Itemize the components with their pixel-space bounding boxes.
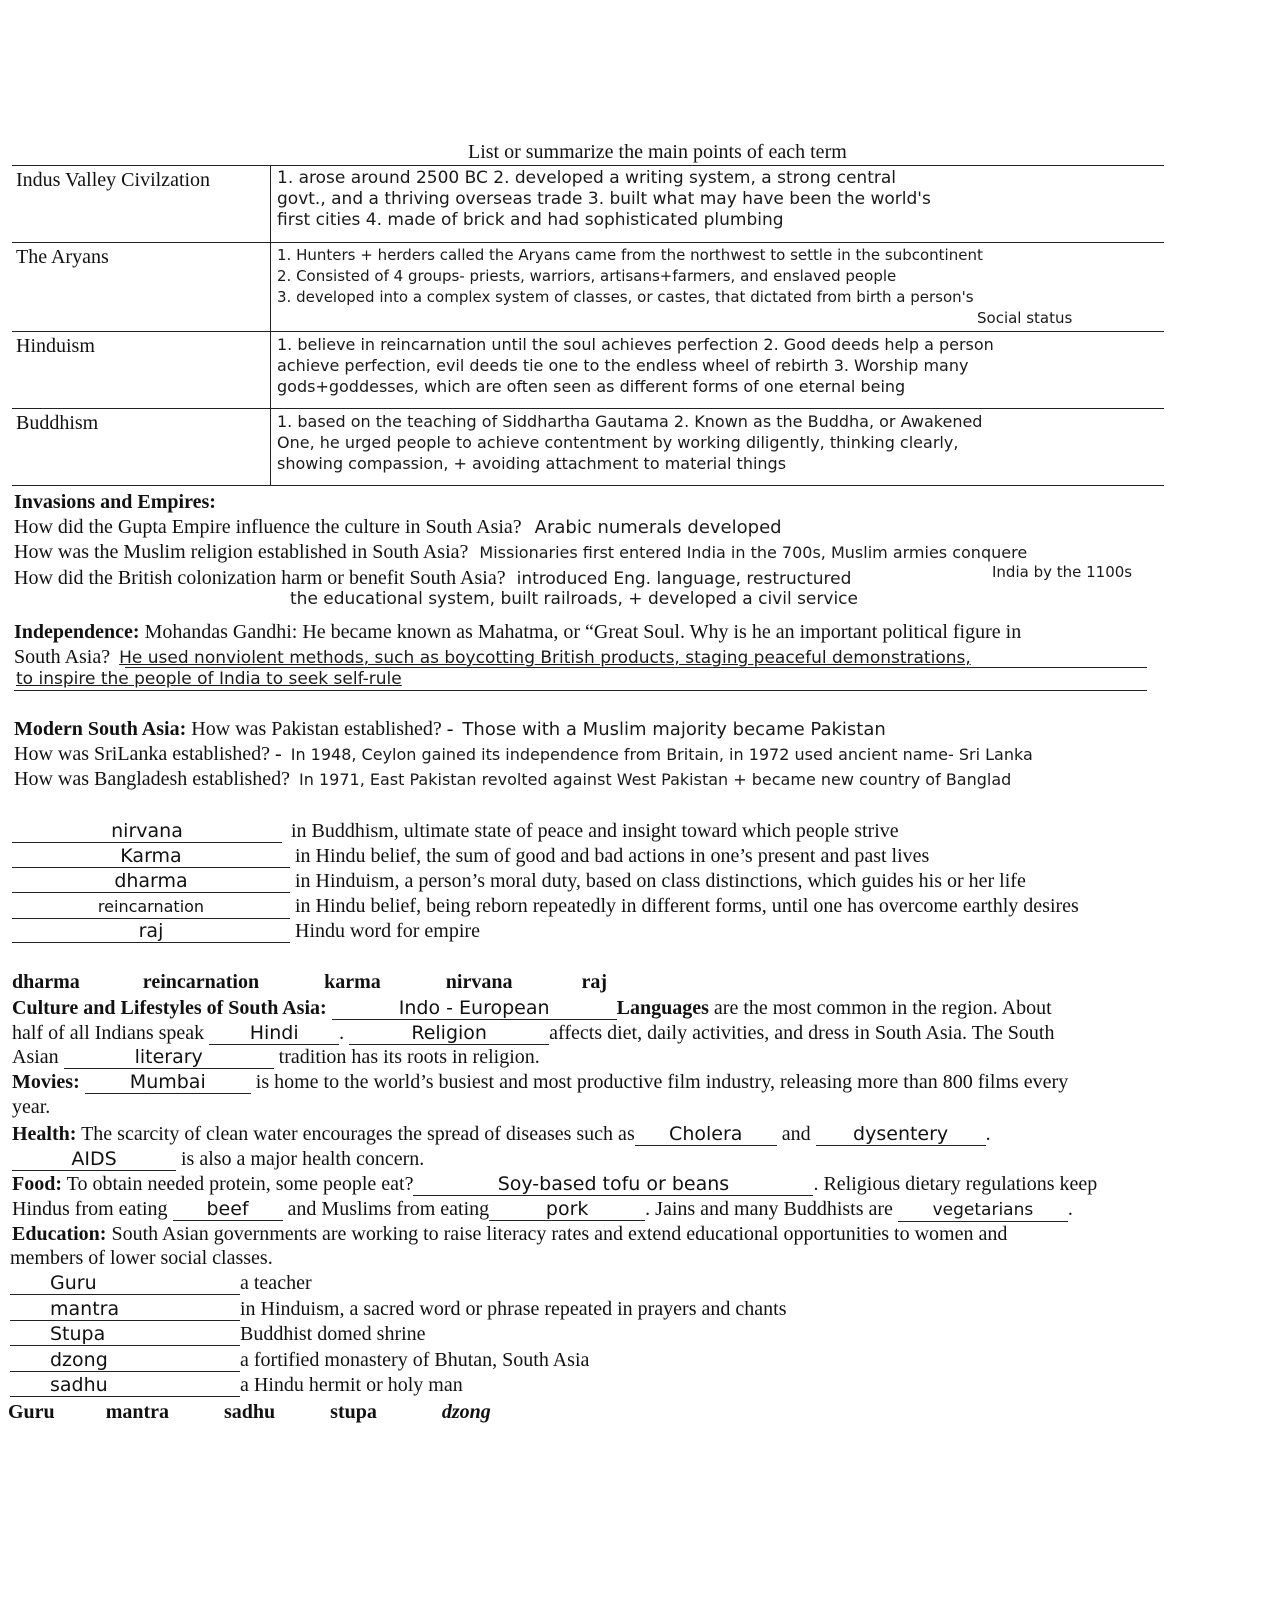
table-row [12,409,1164,486]
answer-cell [271,243,1165,332]
fill-answer: pork [489,1198,645,1221]
answer-line: first cities 4. made of brick and had sophisticated plumbing [277,210,784,230]
handwritten-answer: to inspire the people of India to seek self-rule [16,669,402,689]
word-bank-item: Guru [8,1401,55,1423]
vocab-item: raj Hindu word for empire [12,919,480,943]
fill-answer: vegetarians [898,1199,1068,1222]
vocab-answer: reincarnation [12,896,290,919]
fill-answer: dysentery [816,1123,986,1146]
handwritten-answer: In 1948, Ceylon gained its independence from Britain, in 1972 used ancient name- Sri Lanka [290,745,1033,764]
vocab-item: nirvana in Buddhism, ultimate state of peace and insight toward which people strive [12,819,899,843]
vocab-answer: Guru [10,1272,240,1295]
answer-line: achieve perfection, evil deeds tie one to the endless wheel of rebirth 3. Worship many [277,356,969,375]
education-line: Education: South Asian governments are working to raise literacy rates and extend educational opportunities to women and [12,1223,1008,1245]
answer-line: 1. arose around 2500 BC 2. developed a writing system, a strong central [277,168,896,188]
vocab-answer: nirvana [12,820,282,843]
vocab-answer: dharma [12,870,290,893]
word-bank-item: mantra [105,1401,170,1423]
answer-line: 1. believe in reincarnation until the soul achieves perfection 2. Good deeds help a person [277,335,994,354]
term-cell: Indus Valley Civilzation [12,166,271,243]
word-bank-item: raj [581,971,607,993]
vocab-answer: Stupa [10,1323,240,1346]
vocab-item: sadhu a Hindu hermit or holy man [10,1373,463,1397]
food-line2: Hindus from eating beef and Muslims from eating pork . Jains and many Buddhists are vegetarians . [12,1198,1073,1220]
invasions-q2: How was the Muslim religion established in South Asia? Missionaries first entered India in the 700s, Muslim armies conquere [14,541,1028,563]
answer-line: 1. Hunters + herders called the Aryans came from the northwest to settle in the subcontinent [277,246,983,264]
food-line: Food: To obtain needed protein, some people eat? Soy-based tofu or beans . Religious dietary regulations keep [12,1173,1098,1195]
vocab-item: Guru a teacher [10,1271,312,1295]
handwritten-answer: Arabic numerals developed [534,517,782,538]
terms-table [12,165,1164,486]
independence-line1: Independence: Mohandas Gandhi: He became known as Mahatma, or “Great Soul. Why is he an important political figure in [14,621,1022,643]
answer-underline [125,667,1147,668]
modern-q3: How was Bangladesh established? In 1971, East Pakistan revolted against West Pakistan + became new country of Banglad [14,768,1012,790]
fill-answer: Religion [349,1022,549,1045]
fill-answer: literary [64,1046,274,1069]
answer-line: 3. developed into a complex system of classes, or castes, that dictated from birth a person's [277,288,974,306]
vocab-answer: Karma [12,845,290,868]
word-bank-item: karma [324,971,381,993]
culture-line2: half of all Indians speak Hindi . Religion affects diet, daily activities, and dress in South Asia. The South [12,1022,1055,1044]
movies-line: Movies: Mumbai is home to the world’s busiest and most productive film industry, releasing more than 800 films every [12,1071,1069,1093]
vocab-item: Stupa Buddhist domed shrine [10,1322,426,1346]
word-bank [12,970,607,994]
fill-answer: Mumbai [85,1071,251,1094]
vocab-item: Karma in Hindu belief, the sum of good and bad actions in one’s present and past lives [12,844,929,868]
answer-cell [271,409,1165,486]
word-bank-item: stupa [330,1401,377,1423]
table-row [12,243,1164,332]
word-bank-item: dharma [12,971,80,993]
term-cell: Hinduism [12,332,271,409]
fill-answer: AIDS [12,1148,176,1171]
culture-line3: Asian literary tradition has its roots in religion. [12,1046,540,1068]
answer-line: gods+goddesses, which are often seen as different forms of one eternal being [277,377,906,396]
health-line: Health: The scarcity of clean water encourages the spread of diseases such as Cholera and dysentery . [12,1123,991,1145]
word-bank-item: dzong [441,1401,491,1423]
answer-line: Social status [977,309,1073,327]
answer-underline [14,690,1147,691]
invasions-heading: Invasions and Empires: [14,491,216,513]
vocab-item: dzong a fortified monastery of Bhutan, South Asia [10,1348,589,1372]
term-cell: The Aryans [12,243,271,332]
handwritten-answer: the educational system, built railroads, + developed a civil service [290,589,858,609]
movies-line-cont: year. [12,1096,51,1118]
handwritten-answer: India by the 1100s [992,563,1133,581]
modern-q2: How was SriLanka established? - In 1948, Ceylon gained its independence from Britain, in 1972 used ancient name- Sri Lanka [14,743,1033,765]
fill-answer: Indo - European [332,997,617,1020]
word-bank-item: nirvana [445,971,513,993]
vocab-answer: raj [12,920,290,943]
table-row [12,332,1164,409]
education-line2: members of lower social classes. [10,1247,273,1269]
answer-line: 1. based on the teaching of Siddhartha Gautama 2. Known as the Buddha, or Awakened [277,412,983,431]
vocab-item: dharma in Hinduism, a person’s moral duty, based on class distinctions, which guides his or her life [12,869,1026,893]
vocab-answer: sadhu [10,1374,240,1397]
word-bank-item: sadhu [224,1401,276,1423]
word-bank-item: reincarnation [142,971,260,993]
answer-line: One, he urged people to achieve contentment by working diligently, thinking clearly, [277,433,959,452]
vocab-item: reincarnation in Hindu belief, being reborn repeatedly in different forms, until one has overcome earthly desires [12,894,1079,919]
vocab-item: mantra in Hinduism, a sacred word or phrase repeated in prayers and chants [10,1297,786,1321]
table-row [12,166,1164,243]
handwritten-answer: In 1971, East Pakistan revolted against West Pakistan + became new country of Banglad [299,770,1012,789]
vocab-answer: mantra [10,1298,240,1321]
fill-answer: Cholera [635,1123,777,1146]
handwritten-answer: introduced Eng. language, restructured [516,569,852,589]
answer-line: 2. Consisted of 4 groups- priests, warriors, artisans+farmers, and enslaved people [277,267,897,285]
fill-answer: beef [173,1198,283,1221]
health-line2: AIDS is also a major health concern. [12,1147,424,1171]
handwritten-answer: Missionaries first entered India in the 700s, Muslim armies conquere [479,543,1028,562]
independence-line2: South Asia? He used nonviolent methods, such as boycotting British products, staging peaceful demonstrations, [14,646,971,668]
culture-line1: Culture and Lifestyles of South Asia: Indo - European Languages are the most common in the region. About [12,997,1052,1019]
answer-line: showing compassion, + avoiding attachment to material things [277,454,787,473]
invasions-q3: How did the British colonization harm or benefit South Asia? introduced Eng. language, restructured [14,567,852,589]
answer-cell [271,166,1165,243]
answer-cell [271,332,1165,409]
handwritten-answer: He used nonviolent methods, such as boycotting British products, staging peaceful demonstrations, [119,648,971,668]
modern-q1: Modern South Asia: How was Pakistan established? - Those with a Muslim majority became Pakistan [14,718,886,740]
handwritten-answer: Those with a Muslim majority became Pakistan [462,719,886,740]
invasions-q1: How did the Gupta Empire influence the culture in South Asia? Arabic numerals developed [14,516,782,538]
term-cell: Buddhism [12,409,271,486]
fill-answer: Hindi [209,1022,339,1045]
word-bank [8,1400,491,1424]
answer-line: govt., and a thriving overseas trade 3. built what may have been the world's [277,189,931,209]
instruction-heading: List or summarize the main points of each term [468,141,847,163]
fill-answer: Soy-based tofu or beans [413,1173,813,1196]
vocab-answer: dzong [10,1349,240,1372]
